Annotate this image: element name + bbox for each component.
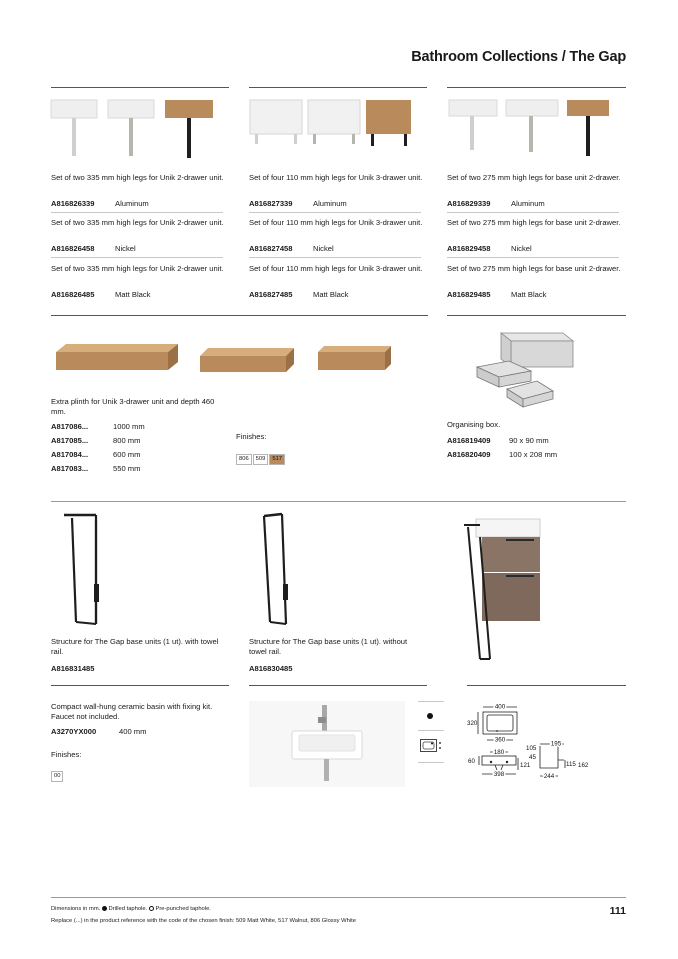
- page-title: Bathroom Collections / The Gap: [411, 49, 626, 65]
- product-size: 100 x 208 mm: [509, 450, 558, 459]
- product-code: A816827458: [249, 244, 293, 253]
- basin-technical-drawing: [466, 700, 616, 790]
- pre-punched-taphole-icon: [149, 906, 154, 911]
- product-size: 800 mm: [113, 436, 141, 445]
- product-finish: Nickel: [313, 244, 334, 253]
- finish-swatches: [236, 447, 286, 465]
- divider: [51, 257, 223, 258]
- divider: [249, 87, 427, 88]
- product-finish: Matt Black: [115, 290, 151, 299]
- dim-195: 195: [550, 740, 562, 748]
- assembled-unit-image: [462, 517, 542, 662]
- product-description: Extra plinth for Unik 3-drawer unit and depth 460 mm.: [51, 397, 215, 416]
- product-code: A3270YX000: [51, 727, 97, 736]
- finish-swatch-509: 509: [253, 454, 269, 465]
- footer-legend: [51, 905, 211, 913]
- footer-finish-note: Replace (...) in the product reference with the code of the chosen finish: 509 Matt White, 517 Walnut, 806 Glossy White: [51, 918, 356, 924]
- product-finish: Nickel: [511, 244, 532, 253]
- legs-3drawer-image: [250, 100, 415, 152]
- product-row: [51, 436, 140, 445]
- product-description: Set of two 275 mm high legs for base unit 2-drawer.: [447, 218, 621, 227]
- product-row: [51, 199, 149, 208]
- divider: [249, 257, 421, 258]
- divider: [51, 897, 626, 898]
- product-size: 600 mm: [113, 450, 141, 459]
- product-row: [249, 290, 348, 299]
- dim-45: 45: [529, 754, 536, 761]
- product-code: A817084...: [51, 450, 89, 459]
- product-description: Set of four 110 mm high legs for Unik 3-drawer unit.: [249, 173, 423, 182]
- divider: [51, 685, 229, 686]
- finish-swatch-517: 517: [269, 454, 285, 465]
- product-row: [249, 664, 293, 673]
- finishes-label: Finishes:: [51, 750, 82, 759]
- divider: [51, 212, 223, 213]
- product-size: 550 mm: [113, 464, 141, 473]
- divider: [418, 762, 444, 763]
- product-row: [447, 450, 557, 459]
- drilled-taphole-icon: [102, 906, 107, 911]
- drilled-taphole-icon: [427, 713, 433, 719]
- dim-360: 360: [494, 736, 506, 744]
- product-description: Set of two 335 mm high legs for Unik 2-drawer unit.: [51, 218, 224, 227]
- product-row: [51, 422, 145, 431]
- product-description: Set of two 335 mm high legs for Unik 2-drawer unit.: [51, 173, 224, 182]
- dim-162: 162: [578, 762, 589, 769]
- finish-swatch-806: 806: [236, 454, 252, 465]
- basin-top-view-icon: [420, 739, 442, 753]
- product-finish: Aluminum: [313, 199, 347, 208]
- basin-image: [249, 701, 405, 787]
- organiser-box-image: [473, 327, 583, 409]
- dim-320: 320: [467, 720, 478, 727]
- plinth-image: [56, 338, 396, 380]
- product-description: Set of two 275 mm high legs for base unit 2-drawer.: [447, 173, 621, 182]
- dim-400: 400: [494, 703, 506, 711]
- product-code: A816831485: [51, 664, 95, 673]
- product-size: 1000 mm: [113, 422, 145, 431]
- structure-with-towel-rail-image: [60, 512, 110, 630]
- product-size: 90 x 90 mm: [509, 436, 549, 445]
- product-description: Compact wall-hung ceramic basin with fixing kit. Faucet not included.: [51, 702, 213, 721]
- product-description: Organising box.: [447, 420, 501, 429]
- product-description: Set of two 275 mm high legs for base unit 2-drawer.: [447, 264, 621, 273]
- finish-swatch-00: 00: [51, 771, 63, 782]
- divider: [249, 685, 427, 686]
- divider: [249, 212, 421, 213]
- dim-121: 121: [520, 762, 531, 769]
- divider: [447, 257, 619, 258]
- product-row: [51, 244, 136, 253]
- divider: [447, 87, 626, 88]
- product-description: Set of four 110 mm high legs for Unik 3-drawer unit.: [249, 264, 423, 273]
- footer-dimensions-note: Dimensions in mm.: [51, 906, 101, 912]
- dim-180: 180: [493, 749, 505, 756]
- legs-2drawer-image: [51, 100, 216, 160]
- product-code: A816829339: [447, 199, 491, 208]
- divider: [51, 315, 428, 316]
- product-code: A816829485: [447, 290, 491, 299]
- product-size: 400 mm: [119, 727, 147, 736]
- product-code: A816819409: [447, 436, 491, 445]
- product-finish: Matt Black: [313, 290, 349, 299]
- product-code: A816826458: [51, 244, 95, 253]
- product-row: [447, 244, 532, 253]
- product-finish: Aluminum: [511, 199, 545, 208]
- footer-drilled-note: Drilled taphole.: [108, 906, 148, 912]
- product-code: A816826485: [51, 290, 95, 299]
- divider: [447, 212, 619, 213]
- product-row: [51, 290, 150, 299]
- divider: [418, 730, 444, 731]
- product-code: A817083...: [51, 464, 89, 473]
- dim-398: 398: [493, 771, 505, 778]
- product-code: A816820409: [447, 450, 491, 459]
- product-row: [249, 244, 334, 253]
- product-row: [447, 199, 545, 208]
- product-code: A816827485: [249, 290, 293, 299]
- product-code: A816827339: [249, 199, 293, 208]
- product-row: [51, 664, 95, 673]
- product-finish: Aluminum: [115, 199, 149, 208]
- dim-244: 244: [543, 773, 555, 780]
- product-code: A817085...: [51, 436, 89, 445]
- dim-115: 115: [566, 761, 576, 768]
- page-number: 111: [609, 905, 626, 917]
- product-finish: Nickel: [115, 244, 136, 253]
- product-code: A816829458: [447, 244, 491, 253]
- product-code: A817086...: [51, 422, 89, 431]
- legs-base-unit-image: [449, 100, 614, 160]
- product-code: A816826339: [51, 199, 95, 208]
- product-row: [447, 290, 546, 299]
- structure-without-towel-rail-image: [258, 512, 298, 630]
- product-description: Structure for The Gap base units (1 ut). with towel rail.: [51, 637, 219, 656]
- product-description: Set of four 110 mm high legs for Unik 3-drawer unit.: [249, 218, 423, 227]
- divider: [51, 87, 229, 88]
- product-row: [51, 464, 140, 473]
- product-code: A816830485: [249, 664, 293, 673]
- dim-60: 60: [468, 758, 475, 765]
- divider: [51, 501, 626, 502]
- product-row: [51, 450, 140, 459]
- product-row: [447, 436, 549, 445]
- product-description: Set of two 335 mm high legs for Unik 2-drawer unit.: [51, 264, 224, 273]
- divider: [467, 685, 626, 686]
- dim-105: 105: [526, 745, 537, 752]
- divider: [418, 701, 444, 702]
- footer-prepunched-note: Pre-punched taphole.: [155, 906, 211, 912]
- finish-swatches: [51, 764, 64, 782]
- finishes-label: Finishes:: [236, 432, 267, 441]
- product-row: [249, 199, 347, 208]
- divider: [447, 315, 626, 316]
- product-row: [51, 727, 146, 736]
- product-finish: Matt Black: [511, 290, 547, 299]
- product-description: Structure for The Gap base units (1 ut). without towel rail.: [249, 637, 408, 656]
